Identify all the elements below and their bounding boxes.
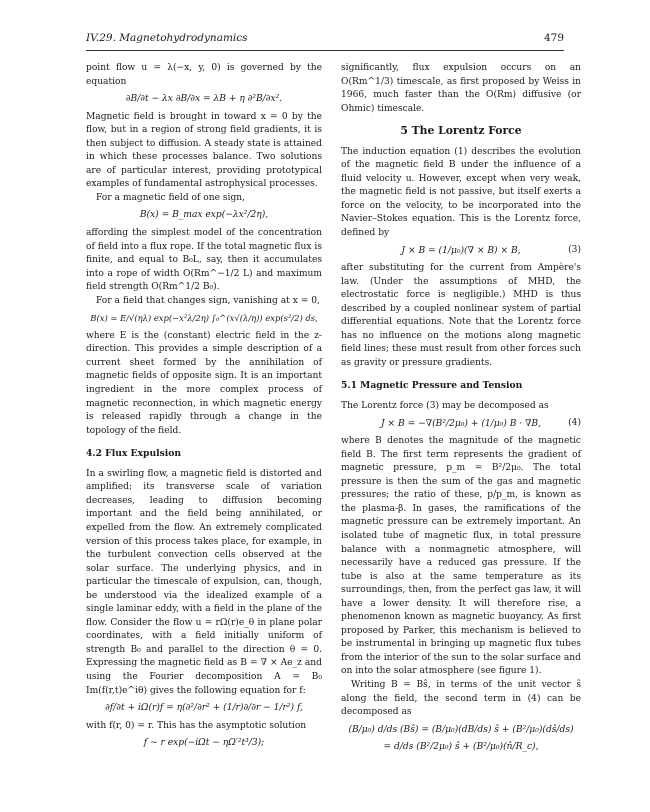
equation: [341, 418, 581, 432]
equation: = d/ds (B²/2μ₀) ŝ + (B²/μ₀)(n̂/R_c),: [383, 742, 539, 753]
paragraph: Writing B = Bŝ, in terms of the unit vector ŝ along the field, the second term in (4) can be decomposed as: [341, 679, 581, 718]
equation-number: (3): [568, 245, 581, 256]
paragraph: For a field that changes sign, vanishing at x = 0,: [96, 295, 320, 306]
section-heading: 4.2 Flux Expulsion: [86, 448, 182, 460]
paragraph: significantly, flux expulsion occurs on an O(Rm^1/3) timescale, as first proposed by Weiss in 1966, much faster than the O(Rm) diffusive (or Ohmic) timescale.: [341, 63, 581, 114]
paragraph: affording the simplest model of the concentration of field into a flux rope. If the total magnetic flux is finite, and equal to B₀L, say, then it accumulates into a rope of width O(Rm^−1/2 L) and maximum field strength O(Rm^1/2 B₀).: [86, 228, 322, 293]
section-heading: 5 The Lorentz Force: [400, 124, 522, 138]
paragraph: In a swirling flow, a magnetic field is distorted and amplified; its transverse scale of variation decreases, leading to diffusion becoming important and the field being annihilated, or expelled from the flow. An extremely complicated version of this process takes place, for example, in the turbulent convection cells observed at the solar surface. The underlying physics, and in particular the timescale of expulsion, can, though, be understood via the idealized example of a single laminar eddy, with a field in the plane of the flow. Consider the flow u = rΩ(r)e_θ in plane polar coordinates, with a field initially uniform of strength B₀ and parallel to the direction θ = 0. Expressing the magnetic field as B = ∇ × Ae_z and using the Fourier decomposition A = B₀ Im(f(r,t)e^iθ) gives the following equation for f:: [86, 468, 322, 696]
paragraph: where E is the (constant) electric field in the z-direction. This provides a simple description of a current sheet formed by the annihilation of magnetic fields of opposite sign. It is an important ingredient in the more complex process of magnetic reconnection, in which magnetic energy is released rapidly through a change in the topology of the field.: [86, 330, 322, 436]
paragraph: The induction equation (1) describes the evolution of the magnetic field B under the influence of a fluid velocity u. However, except when very weak, the magnetic field is not passive, but itself exerts a force on the velocity, to be incorporated into the Navier–Stokes equation. This is the Lorentz force, defined by: [341, 146, 581, 239]
paragraph: where B denotes the magnitude of the magnetic field B. The first term represents the gradient of magnetic pressure, p_m = B²/2μ₀. The total pressure is then the sum of the gas and magnetic pressures; the ratio of these, p/p_m, is known as the plasma-β. In gases, the ramifications of the magnetic pressure can be extremely important. An isolated tube of magnetic flux, in total pressure balance with a nonmagnetic atmosphere, will necessarily have a reduced gas pressure. If the tube is also at the same temperature as its surroundings, then, from the perfect gas law, it will have a lower density. It will therefore rise, a phenomenon known as magnetic buoyancy. As first proposed by Parker, this mechanism is believed to be instrumental in bringing up magnetic flux tubes from the interior of the sun to the solar surface and on into the solar atmosphere (see figure 1).: [341, 436, 581, 677]
equation: B(x) = E/√(ηλ) exp(−x²λ/2η) ∫₀^(x√(λ/η)) exp(s²/2) ds,: [90, 313, 318, 324]
paragraph: The Lorentz force (3) may be decomposed as: [341, 401, 549, 412]
paragraph: Magnetic field is brought in toward x = 0 by the flow, but in a region of strong field gradients, it is then subject to diffusion. A steady state is attained in which these processes balance. Two solutions are of particular interest, providing prototypical examples of fundamental astrophysical processes.: [86, 111, 322, 190]
left-column: [86, 62, 322, 755]
equation-body: J × B = (1/μ₀)(∇ × B) × B,: [401, 245, 521, 256]
equation-number: (4): [568, 418, 581, 429]
equation-body: J × B = −∇(B²/2μ₀) + (1/μ₀) B · ∇B,: [381, 418, 541, 429]
header-section: IV.29. Magnetohydrodynamics: [86, 32, 248, 44]
equation: [341, 245, 581, 259]
paragraph: after substituting for the current from Ampère's law. (Under the assumptions of MHD, the electrostatic force is negligible.) MHD is thus described by a coupled nonlinear system of partial differential equations. Note that the Lorentz force has no influence on the motions along magnetic field lines; these must result from other forces such as gravity or pressure gradients.: [341, 263, 581, 368]
equation: ∂B/∂t − λx ∂B/∂x = λB + η ∂²B/∂x².: [125, 94, 283, 105]
equation: ∂f/∂t + iΩ(r)f = η(∂²/∂r² + (1/r)∂/∂r − 1/r²) f,: [105, 703, 303, 714]
equation: f ∼ r exp(−iΩt − ηΩ′²t³/3);: [143, 738, 265, 749]
header-rule: [86, 50, 564, 51]
paragraph: For a magnetic field of one sign,: [96, 192, 246, 203]
page-number: 479: [543, 32, 564, 44]
right-column: [341, 62, 581, 759]
equation: B(x) = B_max exp(−λx²/2η),: [139, 210, 269, 221]
subsection-heading: 5.1 Magnetic Pressure and Tension: [341, 380, 523, 392]
paragraph: point flow u = λ(−x, y, 0) is governed by the equation: [86, 63, 322, 87]
equation: (B/μ₀) d/ds (Bŝ) = (B/μ₀)(dB/ds) ŝ + (B²/μ₀)(dŝ/ds): [348, 724, 574, 735]
paragraph: with f(r, 0) = r. This has the asymptotic solution: [86, 720, 307, 731]
running-header: [86, 32, 564, 48]
